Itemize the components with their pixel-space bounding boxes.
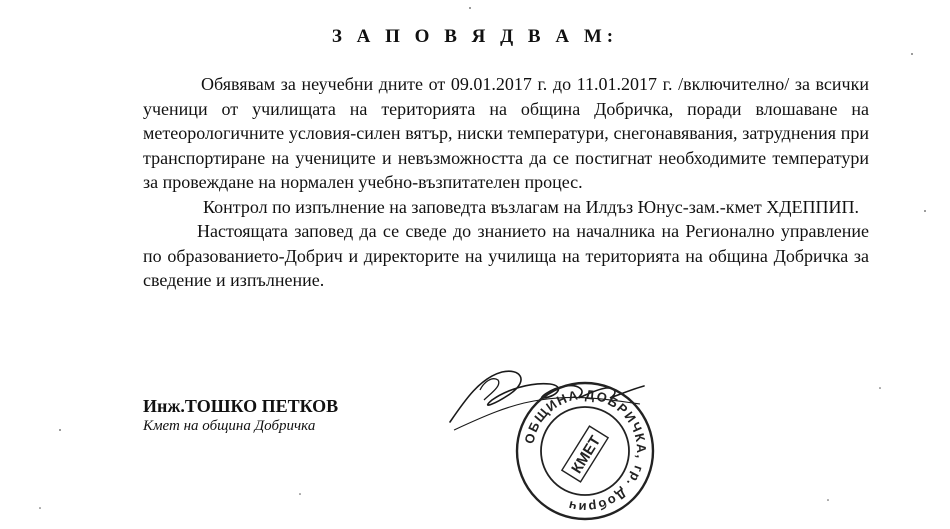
cropped-previous-line	[150, 0, 570, 3]
order-body	[143, 72, 869, 293]
signer-name: Инж.ТОШКО ПЕТКОВ	[143, 396, 339, 416]
signer-title: Кмет на община Добричка	[143, 418, 316, 434]
order-paragraph-3: Настоящата заповед да се сведе до знанието на началника на Регионално управление по образованието-Добрич и директорите на училища на територията на община Добричка за сведение и изпълнение.	[143, 221, 869, 290]
order-paragraph-1: Обявявам за неучебни дните от 09.01.2017 г. до 11.01.2017 г. /включително/ за всички ученици от училищата на територията на община Добричка, поради влошаване на метеорологичните условия-силен вятър, ниски температури, снегонавявания, затруднения при транспортиране на учениците и невъзможността да се постигнат необходимите температури за провеждане на нормален учебно-възпитателен процес.	[143, 74, 869, 192]
stamp-ring-text: ОБЩИНА ДОБРИЧКА, гр. Добрич	[521, 386, 650, 516]
official-stamp	[514, 380, 656, 522]
order-heading: З А П О В Я Д В А М:	[331, 26, 619, 47]
stamp-center-text: КМЕТ	[568, 432, 605, 477]
order-paragraph-2: Контрол по изпълнение на заповедта възлагам на Илдъз Юнус-зам.-кмет ХДЕППИП.	[203, 196, 859, 217]
